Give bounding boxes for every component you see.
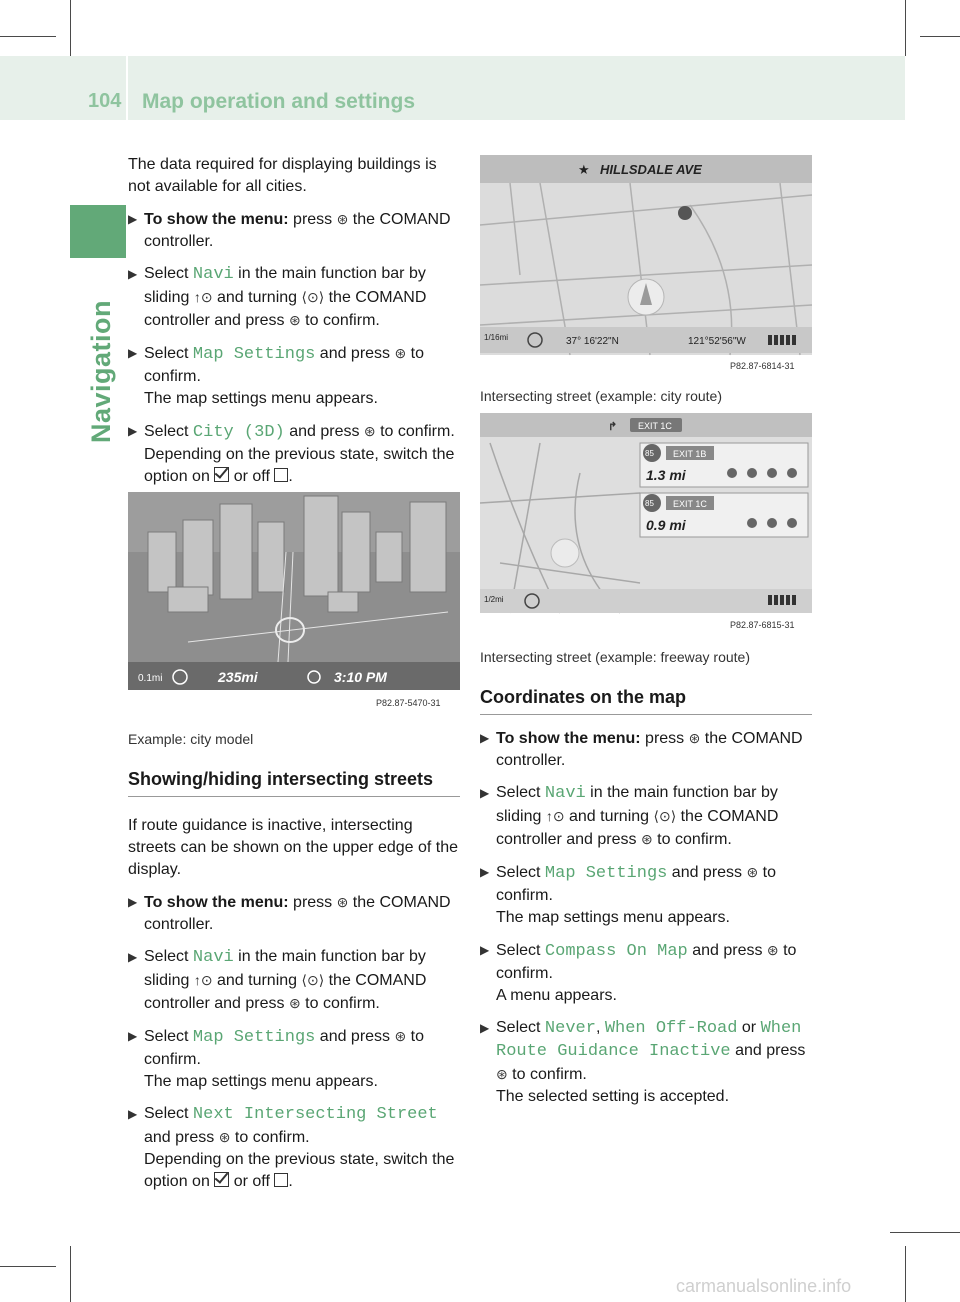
step-compass-on-map: ▶ Select Compass On Map and press ⊛ to confirm. A menu appears.	[480, 939, 812, 1007]
step-select-compass-option: ▶ Select Never, When Off-Road or When Route Guidance Inactive and press ⊛ to confirm. The selected setting is accepted.	[480, 1019, 806, 1105]
arrow-icon: ▶	[128, 1107, 138, 1121]
press-icon: ⊛	[640, 831, 653, 847]
arrow-icon: ▶	[128, 267, 138, 281]
figure-ref: P82.87-6814-31	[730, 361, 795, 371]
step-map-settings: ▶ Select Map Settings and press ⊛ to confirm. The map settings menu appears.	[128, 1025, 460, 1093]
turn-icon: ⟨⊙⟩	[653, 808, 677, 824]
step-select-navi: ▶ Select Navi in the main function bar by sliding ↑⊙ and turning ⟨⊙⟩ the COMAND controller and press ⊛ to confirm.	[128, 265, 427, 329]
checkbox-empty-icon	[274, 468, 288, 482]
slide-icon: ↑⊙	[545, 808, 565, 824]
arrow-icon: ▶	[128, 1029, 138, 1043]
crop-mark	[70, 1246, 71, 1302]
arrow-icon: ▶	[128, 212, 138, 226]
distance-label: 235mi	[218, 669, 258, 685]
press-icon: ⊛	[363, 423, 376, 439]
right-column	[480, 640, 812, 1108]
figure-caption: Intersecting street (example: freeway route)	[480, 649, 751, 665]
intro-text: The data required for displaying buildings is not available for all cities.	[128, 156, 437, 195]
distance1-label: 1.3 mi	[646, 467, 686, 483]
figure-caption: Example: city model	[128, 731, 254, 747]
press-icon: ⊛	[496, 1066, 508, 1082]
slide-icon: ↑⊙	[193, 972, 213, 988]
watermark: carmanualsonline.info	[676, 1276, 852, 1296]
route-shield: 85	[645, 449, 654, 458]
scale-label: 1/16mi	[484, 333, 509, 342]
arrow-icon: ▶	[480, 786, 490, 800]
route-shield: 85	[645, 499, 654, 508]
left-column	[128, 154, 460, 488]
step-show-menu: ▶ To show the menu: press ⊛ the COMAND controller.	[128, 891, 460, 936]
arrow-icon: ▶	[480, 731, 490, 745]
scale-label: 0.1mi	[138, 673, 163, 684]
press-icon: ⊛	[394, 1028, 407, 1044]
arrow-icon: ▶	[480, 865, 490, 879]
time-label: 3:10 PM	[334, 669, 387, 685]
left-column-lower	[128, 722, 460, 1193]
freeway-route-figure	[480, 413, 812, 635]
scale-label: 1/2mi	[484, 595, 504, 604]
step-next-intersecting-street: ▶ Select Next Intersecting Street and press ⊛ to confirm. Depending on the previous state, switch the option on or off .	[128, 1105, 455, 1190]
step-select-navi: ▶ Select Navi in the main function bar by sliding ↑⊙ and turning ⟨⊙⟩ the COMAND controller and press ⊛ to confirm.	[480, 784, 779, 848]
arrow-icon: ▶	[128, 346, 138, 360]
step-map-settings: ▶ Select Map Settings and press ⊛ to confirm. The map settings menu appears.	[480, 861, 812, 929]
figure-caption: Intersecting street (example: city route)	[480, 388, 722, 404]
press-icon: ⊛	[288, 312, 301, 328]
page-number: 104	[88, 90, 122, 112]
press-icon: ⊛	[688, 730, 701, 746]
crop-mark	[890, 1232, 960, 1233]
poi-icon	[678, 206, 692, 220]
crop-mark	[0, 1266, 56, 1267]
crop-mark	[905, 0, 906, 56]
section-heading: Showing/hiding intersecting streets	[128, 768, 460, 797]
step-select-navi: ▶ Select Navi in the main function bar by sliding ↑⊙ and turning ⟨⊙⟩ the COMAND controller and press ⊛ to confirm.	[128, 948, 427, 1012]
arrow-icon: ▶	[128, 895, 138, 909]
section-tab	[70, 205, 126, 258]
arrow-icon: ▶	[128, 950, 138, 964]
section-label: Navigation	[86, 300, 116, 444]
latitude-label: 37° 16'22"N	[566, 336, 619, 347]
turn-icon: ⟨⊙⟩	[301, 972, 325, 988]
crop-mark	[70, 0, 71, 56]
press-icon: ⊛	[766, 942, 779, 958]
step-show-menu: ▶ To show the menu: press ⊛ the COMAND controller.	[128, 208, 460, 253]
checkbox-empty-icon	[274, 1173, 288, 1187]
crop-mark	[0, 36, 56, 37]
press-icon: ⊛	[288, 995, 301, 1011]
header-separator	[126, 56, 128, 120]
step-city-3d: ▶ Select City (3D) and press ⊛ to confirm. Depending on the previous state, switch the option on or off .	[128, 420, 460, 488]
exit1-label: EXIT 1B	[673, 449, 707, 459]
checkbox-checked-icon	[214, 467, 229, 482]
paragraph: If route guidance is inactive, intersecting streets can be shown on the upper edge of the display.	[128, 817, 459, 878]
crop-mark	[920, 36, 960, 37]
slide-icon: ↑⊙	[193, 289, 213, 305]
crop-mark	[905, 1246, 906, 1302]
press-icon: ⊛	[218, 1129, 231, 1145]
figure-ref: P82.87-5470-31	[376, 698, 441, 708]
header-bar	[0, 56, 905, 120]
city-route-figure	[480, 155, 812, 375]
step-map-settings: ▶ Select Map Settings and press ⊛ to confirm. The map settings menu appears.	[128, 342, 460, 410]
arrow-icon: ▶	[128, 424, 138, 438]
turn-icon: ⟨⊙⟩	[301, 289, 325, 305]
press-icon: ⊛	[336, 894, 349, 910]
arrow-icon: ▶	[480, 1021, 490, 1035]
street-name: HILLSDALE AVE	[600, 162, 702, 177]
press-icon: ⊛	[746, 864, 759, 880]
page-title: Map operation and settings	[142, 90, 416, 113]
press-icon: ⊛	[394, 345, 407, 361]
svg-text:★: ★	[578, 162, 590, 177]
figure-ref: P82.87-6815-31	[730, 620, 795, 630]
exit-top-label: EXIT 1C	[638, 421, 672, 431]
longitude-label: 121°52'56"W	[688, 336, 746, 347]
arrow-icon: ▶	[480, 943, 490, 957]
exit2-label: EXIT 1C	[673, 499, 707, 509]
section-heading: Coordinates on the map	[480, 686, 812, 715]
city-model-figure	[128, 492, 460, 712]
step-show-menu: ▶ To show the menu: press ⊛ the COMAND controller.	[480, 727, 812, 772]
svg-text:↱: ↱	[608, 421, 618, 433]
press-icon: ⊛	[336, 211, 349, 227]
distance2-label: 0.9 mi	[646, 517, 686, 533]
checkbox-checked-icon	[214, 1172, 229, 1187]
